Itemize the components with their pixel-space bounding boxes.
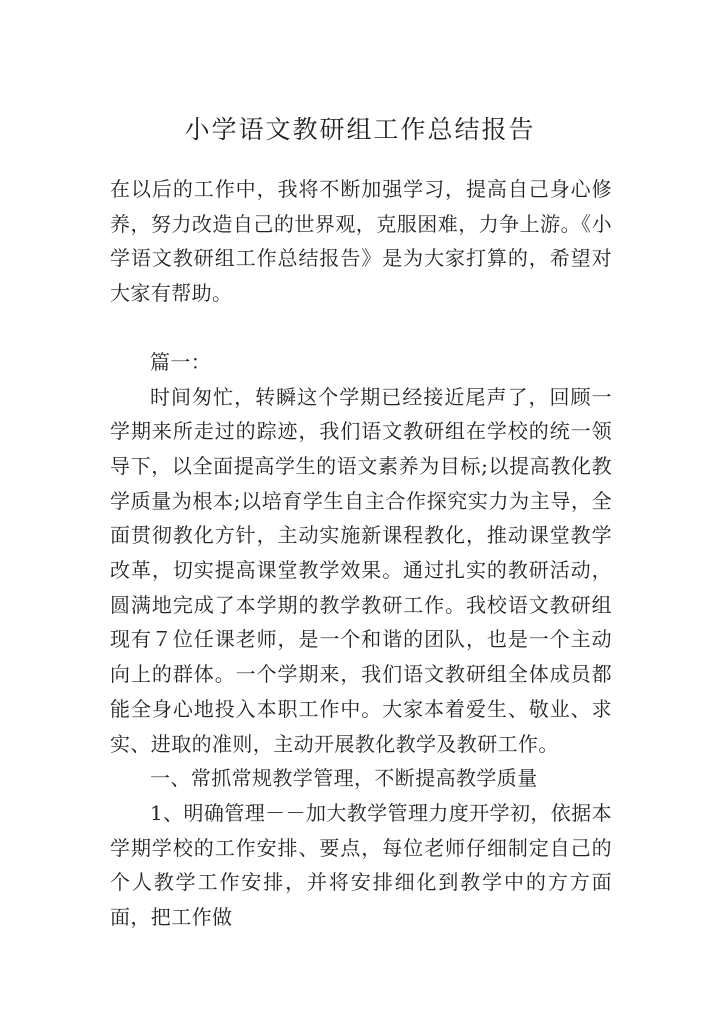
paragraph-gap (110, 311, 612, 345)
intro-paragraph: 在以后的工作中，我将不断加强学习，提高自己身心修养，努力改造自己的世界观，克服困难，力争上游。《小学语文教研组工作总结报告》是为大家打算的，希望对大家有帮助。 (110, 177, 612, 306)
body-paragraph-2: 1、明确管理－－加大教学管理力度开学初，依据本学期学校的工作安排、要点，每位老师仔细制定自己的个人教学工作安排，并将安排细化到教学中的方方面面，把工作做 (110, 800, 612, 930)
document-title: 小学语文教研组工作总结报告 (184, 115, 536, 144)
section-label: 篇一： (150, 349, 212, 374)
body-paragraph-1: 时间匆忙，转瞬这个学期已经接近尾声了，回顾一学期来所走过的踪迹，我们语文教研组在学校的统一领导下，以全面提高学生的语文素养为目标;以提高教化教学质量为根本;以培育学生自主合作探究实力为主导，全面贯彻教化方针，主动实施新课程教化，推动课堂教学改革，切实提高课堂教学效果。通过扎实的教研活动，圆满地完成了本学期的教学教研工作。我校语文教研组现有７位任课老师，是一个和谐的团队，也是一个主动向上的群体。一个学期来，我们语文教研组全体成员都能全身心地投入本职工作中。大家本着爱生、敬业、求实、进取的准则，主动开展教化教学及教研工作。 (110, 384, 612, 756)
document-body (110, 172, 612, 935)
section-heading-1: 一、常抓常规教学管理，不断提高教学质量 (150, 766, 538, 791)
